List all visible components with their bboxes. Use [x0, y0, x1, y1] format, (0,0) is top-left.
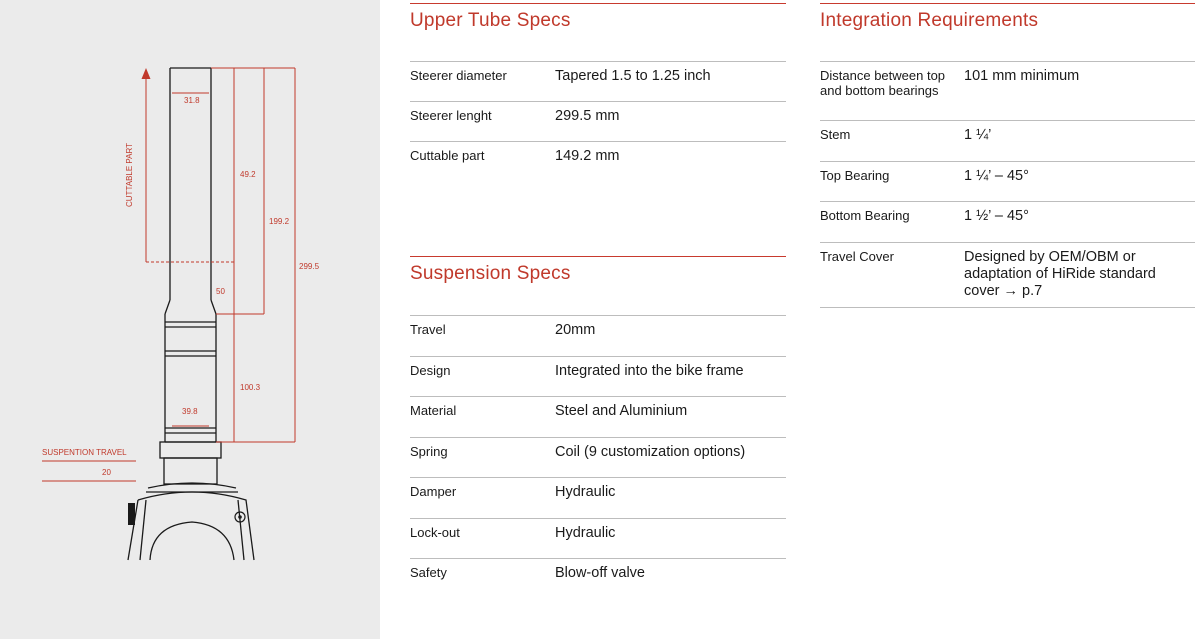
spec-label: Bottom Bearing [820, 208, 910, 223]
spec-label: Spring [410, 443, 448, 459]
spec-value: Blow-off valve [555, 565, 645, 581]
suspension-title: Suspension Specs [410, 256, 786, 315]
section-bottom-rule [820, 307, 1195, 308]
side-clamp [128, 503, 135, 525]
spec-label: Steerer lenght [410, 108, 492, 123]
suspension-specs [410, 256, 786, 599]
fork-technical-drawing [0, 0, 380, 639]
spec-value: 1 ½’ – 45° [964, 208, 1029, 224]
spec-value: Coil (9 customization options) [555, 443, 746, 460]
upper-tube-specs [410, 3, 786, 181]
spec-value: 149.2 mm [555, 148, 620, 164]
spec-row-cuttable-part [410, 141, 786, 181]
spec-row-spring [410, 437, 786, 478]
spec-label: Distance between top and bottom bearings [820, 68, 946, 98]
spec-value: Hydraulic [555, 484, 616, 500]
arrow-up-icon [142, 68, 151, 79]
dimension-199-2: 199.2 [269, 217, 290, 226]
spec-row-lock-out [410, 518, 786, 559]
spec-label: Steerer diameter [410, 68, 507, 83]
integration-title: Integration Requirements [820, 3, 1195, 61]
collar [160, 442, 221, 484]
dimension-49-2: 49.2 [240, 170, 256, 179]
spec-row-steerer-diameter [410, 61, 786, 101]
spec-row-steerer-length [410, 101, 786, 141]
spec-row-top-bearing [820, 161, 1195, 201]
spec-label: Material [410, 403, 457, 418]
spec-label: Travel Cover [820, 249, 894, 264]
fork-crown [128, 483, 254, 560]
spec-value: Steel and Aluminium [555, 403, 688, 419]
spec-row-bearing-distance [820, 61, 1195, 120]
spec-value: Hydraulic [555, 524, 616, 541]
integration-requirements [820, 3, 1195, 308]
spec-label: Top Bearing [820, 168, 890, 183]
spec-label: Design [410, 362, 451, 378]
spec-value: Tapered 1.5 to 1.25 inch [555, 68, 711, 84]
spec-label: Cuttable part [410, 148, 485, 163]
suspension-travel-label: SUSPENTION TRAVEL [42, 448, 127, 457]
dimension-50: 50 [216, 287, 225, 296]
spec-value: 299.5 mm [555, 108, 620, 124]
cuttable-part-label: CUTTABLE PART [125, 142, 134, 207]
spec-value: 1 ¼’ – 45° [964, 168, 1029, 184]
steerer-tube [165, 68, 216, 442]
spec-row-damper [410, 477, 786, 518]
spec-label: Stem [820, 127, 851, 142]
spec-label: Lock-out [410, 524, 460, 540]
spec-value: 20mm [555, 322, 596, 338]
dimension-100-3: 100.3 [240, 383, 261, 392]
spec-label: Travel [410, 322, 446, 337]
dimension-lines [42, 68, 295, 481]
spec-value: Integrated into the bike frame [555, 362, 744, 379]
spec-label: Damper [410, 484, 457, 499]
spec-row-travel [410, 315, 786, 356]
top-diameter-label: 31.8 [184, 96, 200, 105]
suspension-travel-value: 20 [102, 468, 111, 477]
spec-row-stem [820, 120, 1195, 161]
fork-drawing-panel [0, 0, 380, 639]
spec-value: 101 mm minimum [964, 68, 1080, 84]
spec-row-material [410, 396, 786, 437]
spec-label: Safety [410, 565, 447, 580]
spec-row-travel-cover [820, 242, 1195, 307]
dimension-299-5: 299.5 [299, 262, 320, 271]
spec-value: Designed by OEM/OBM or adaptation of HiRide standard cover → p.7 [964, 249, 1156, 299]
lower-diameter-label: 39.8 [182, 407, 198, 416]
upper-tube-title: Upper Tube Specs [410, 3, 786, 61]
spec-row-bottom-bearing [820, 201, 1195, 242]
spec-row-design [410, 356, 786, 397]
spec-value: 1 ¼’ [964, 127, 992, 143]
spec-row-safety [410, 558, 786, 599]
